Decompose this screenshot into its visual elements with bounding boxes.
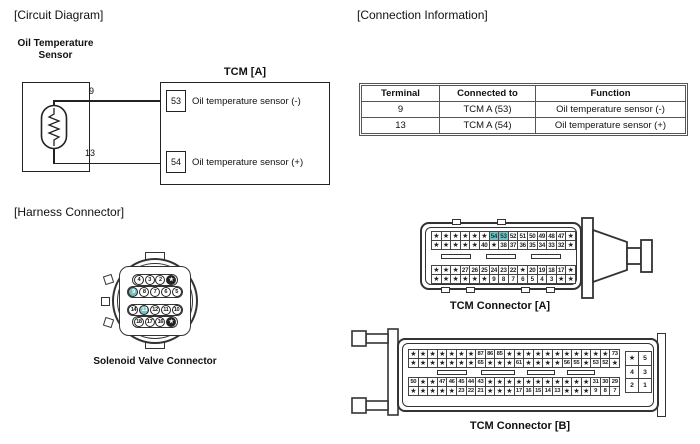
pin-5: 5	[527, 274, 538, 284]
pin-23: 23	[456, 386, 467, 396]
pin-65: 65	[475, 358, 486, 368]
pin-star-icon: ★	[427, 358, 438, 368]
pin-star-icon: ★	[565, 240, 576, 250]
connector-tab	[103, 317, 114, 328]
connector-notch	[521, 287, 530, 293]
pin-37: 37	[508, 240, 519, 250]
pin-44: 44	[466, 377, 477, 387]
pin-star-icon: ★	[494, 377, 505, 387]
connector-b-pin-grid-bottom	[408, 377, 619, 395]
pin-star-icon: ★	[166, 275, 176, 285]
pin-star-icon: ★	[590, 349, 601, 359]
pin-star-icon: ★	[565, 274, 576, 284]
connector-a-pin-grid-top	[431, 231, 575, 249]
col-header-connected-to: Connected to	[440, 86, 536, 102]
pin-star-icon: ★	[542, 377, 553, 387]
pin-51: 51	[517, 231, 528, 241]
connector-slot	[486, 254, 516, 259]
pin-3: 3	[145, 275, 155, 285]
connector-a-pin-grid-bottom	[431, 265, 575, 283]
pin-star-icon: ★	[446, 349, 457, 359]
pin-61: 61	[514, 358, 525, 368]
pin-26: 26	[469, 265, 480, 275]
pin-star-icon: ★	[479, 274, 490, 284]
solenoid-connector-label: Solenoid Valve Connector	[93, 356, 217, 367]
pin-star-icon: ★	[450, 265, 461, 275]
pin-star-icon: ★	[466, 349, 477, 359]
tcm-a-box-label: TCM [A]	[223, 66, 267, 78]
pin-16: 16	[155, 317, 165, 327]
pin-53-function-label: Oil temperature sensor (-)	[192, 96, 301, 107]
pin-star-icon: ★	[504, 358, 515, 368]
pin-54: 54	[489, 231, 500, 241]
pin-star-icon: ★	[437, 349, 448, 359]
pin-7: 7	[609, 386, 620, 396]
pin-43: 43	[475, 377, 486, 387]
circuit-section-title: [Circuit Diagram]	[14, 8, 104, 22]
pin-15: 15	[533, 386, 544, 396]
table-row	[362, 118, 686, 134]
pin-star-icon: ★	[437, 386, 448, 396]
connector-tab	[101, 297, 110, 306]
pin-50: 50	[408, 377, 419, 387]
pin-14: 14	[542, 386, 553, 396]
pin-star-icon: ★	[581, 386, 592, 396]
tcm-connector-a-label: TCM Connector [A]	[449, 300, 551, 312]
connector-slot	[567, 370, 595, 375]
pin-row	[127, 286, 183, 298]
pin-star-icon: ★	[533, 377, 544, 387]
pin-star-icon: ★	[485, 377, 496, 387]
pin-17: 17	[145, 317, 155, 327]
solenoid-pin-grid	[119, 266, 191, 336]
connector-slot	[531, 254, 561, 259]
pin-12: 12	[150, 305, 160, 315]
pin-27: 27	[460, 265, 471, 275]
connector-slot	[441, 254, 471, 259]
pin-4: 4	[625, 365, 639, 380]
pin-star-icon: ★	[469, 240, 480, 250]
col-header-function: Function	[536, 86, 686, 102]
pin-star-icon: ★	[504, 386, 515, 396]
pin-52: 52	[508, 231, 519, 241]
pin-star-icon: ★	[514, 377, 525, 387]
pin-star-icon: ★	[562, 386, 573, 396]
connector-tab	[103, 274, 114, 285]
pin-56: 56	[562, 358, 573, 368]
pin-9: 9	[128, 287, 138, 297]
pin-star-icon: ★	[625, 351, 639, 366]
pin-star-icon: ★	[469, 231, 480, 241]
pin-star-icon: ★	[562, 377, 573, 387]
pin-row	[625, 351, 651, 366]
pin-star-icon: ★	[441, 265, 452, 275]
pin-row	[431, 274, 575, 284]
pin-9: 9	[590, 386, 601, 396]
pin-47: 47	[437, 377, 448, 387]
pin-87: 87	[475, 349, 486, 359]
pin-45: 45	[456, 377, 467, 387]
pin-star-icon: ★	[542, 349, 553, 359]
cell-terminal: 9	[362, 102, 440, 118]
pin-16: 16	[523, 386, 534, 396]
connector-notch	[546, 287, 555, 293]
pin-row	[408, 358, 619, 368]
connector-notch	[497, 219, 506, 225]
pin-9: 9	[489, 274, 500, 284]
pin-13: 13	[552, 386, 563, 396]
pin-54-function-label: Oil temperature sensor (+)	[192, 157, 304, 168]
pin-23: 23	[498, 265, 509, 275]
pin-20: 20	[527, 265, 538, 275]
pin-star-icon: ★	[571, 349, 582, 359]
pin-star-icon: ★	[581, 377, 592, 387]
pin-star-icon: ★	[523, 349, 534, 359]
pin-star-icon: ★	[437, 358, 448, 368]
pin-36: 36	[517, 240, 528, 250]
pin-star-icon: ★	[460, 231, 471, 241]
pin-35: 35	[527, 240, 538, 250]
pin-85: 85	[494, 349, 505, 359]
pin-star-icon: ★	[418, 349, 429, 359]
pin-7: 7	[508, 274, 519, 284]
pin-18: 18	[134, 317, 144, 327]
connector-b-pin-grid-top	[408, 349, 619, 367]
harness-section-title: [Harness Connector]	[14, 205, 125, 219]
pin-6: 6	[517, 274, 528, 284]
connector-slot	[481, 370, 515, 375]
pin-8: 8	[600, 386, 611, 396]
pin-star-icon: ★	[552, 377, 563, 387]
pin-star-icon: ★	[431, 240, 442, 250]
pin-star-icon: ★	[408, 386, 419, 396]
pin-row	[408, 386, 619, 396]
pin-19: 19	[537, 265, 548, 275]
pin-star-icon: ★	[489, 240, 500, 250]
pin-star-icon: ★	[456, 349, 467, 359]
pin-star-icon: ★	[427, 349, 438, 359]
pin-40: 40	[479, 240, 490, 250]
pin-star-icon: ★	[609, 358, 620, 368]
pin-star-icon: ★	[565, 231, 576, 241]
pin-3: 3	[546, 274, 557, 284]
pin-31: 31	[590, 377, 601, 387]
pin-star-icon: ★	[408, 349, 419, 359]
pin-star-icon: ★	[446, 358, 457, 368]
connector-notch	[452, 219, 461, 225]
pin-star-icon: ★	[571, 386, 582, 396]
pin-53: 53	[590, 358, 601, 368]
connection-section-title: [Connection Information]	[357, 8, 488, 22]
pin-star-icon: ★	[552, 358, 563, 368]
pin-34: 34	[537, 240, 548, 250]
pin-star-icon: ★	[418, 358, 429, 368]
pin-star-icon: ★	[556, 274, 567, 284]
pin-star-icon: ★	[581, 349, 592, 359]
col-header-terminal: Terminal	[362, 86, 440, 102]
pin-star-icon: ★	[504, 377, 515, 387]
pin-54-box: 54	[166, 151, 186, 173]
table-row	[362, 102, 686, 118]
pin-4: 4	[537, 274, 548, 284]
cell-terminal: 13	[362, 118, 440, 134]
pin-86: 86	[485, 349, 496, 359]
pin-25: 25	[479, 265, 490, 275]
pin-7: 7	[150, 287, 160, 297]
pin-50: 50	[527, 231, 538, 241]
connector-b-side-pin-grid	[625, 351, 651, 392]
table-header-row	[362, 86, 686, 102]
pin-32: 32	[556, 240, 567, 250]
pin-17: 17	[556, 265, 567, 275]
pin-star-icon: ★	[494, 358, 505, 368]
pin-21: 21	[475, 386, 486, 396]
connector-slot	[527, 370, 555, 375]
pin-star-icon: ★	[523, 358, 534, 368]
pin-star-icon: ★	[431, 274, 442, 284]
pin-star-icon: ★	[504, 349, 515, 359]
pin-star-icon: ★	[517, 265, 528, 275]
pin-row	[625, 378, 651, 393]
pin-row	[431, 240, 575, 250]
pin-11: 11	[161, 305, 171, 315]
pin-17: 17	[514, 386, 525, 396]
pin-star-icon: ★	[485, 386, 496, 396]
connector-notch	[466, 287, 475, 293]
pin-22: 22	[466, 386, 477, 396]
pin-star-icon: ★	[514, 349, 525, 359]
wire-segment	[53, 163, 167, 165]
pin-48: 48	[546, 231, 557, 241]
pin-star-icon: ★	[418, 386, 429, 396]
pin-53: 53	[498, 231, 509, 241]
pin-row	[625, 365, 651, 380]
pin-10: 10	[172, 305, 182, 315]
pin-73: 73	[609, 349, 620, 359]
pin-2: 2	[625, 378, 639, 393]
cell-function: Oil temperature sensor (+)	[536, 118, 686, 134]
pin-49: 49	[537, 231, 548, 241]
pin-5: 5	[638, 351, 652, 366]
wire-segment	[53, 100, 167, 102]
pin-star-icon: ★	[418, 377, 429, 387]
pin-29: 29	[609, 377, 620, 387]
pin-star-icon: ★	[469, 274, 480, 284]
pin-star-icon: ★	[533, 349, 544, 359]
pin-star-icon: ★	[427, 377, 438, 387]
pin-star-icon: ★	[441, 231, 452, 241]
pin-row	[132, 316, 177, 328]
pin-star-icon: ★	[166, 317, 176, 327]
pin-star-icon: ★	[485, 358, 496, 368]
pin-star-icon: ★	[479, 231, 490, 241]
pin-star-icon: ★	[494, 386, 505, 396]
pin-52: 52	[600, 358, 611, 368]
terminal-9-label: 9	[89, 86, 95, 96]
pin-star-icon: ★	[581, 358, 592, 368]
pin-star-icon: ★	[446, 386, 457, 396]
pin-star-icon: ★	[533, 358, 544, 368]
pin-30: 30	[600, 377, 611, 387]
pin-38: 38	[498, 240, 509, 250]
pin-47: 47	[556, 231, 567, 241]
pin-24: 24	[489, 265, 500, 275]
pin-row	[127, 304, 183, 316]
pin-3: 3	[638, 365, 652, 380]
pin-star-icon: ★	[450, 240, 461, 250]
pin-14: 14	[128, 305, 138, 315]
pin-star-icon: ★	[571, 377, 582, 387]
pin-star-icon: ★	[552, 349, 563, 359]
pin-star-icon: ★	[460, 240, 471, 250]
pin-5: 5	[172, 287, 182, 297]
pin-star-icon: ★	[427, 386, 438, 396]
oil-temperature-sensor-label: Oil Temperature Sensor	[17, 38, 94, 61]
pin-1: 1	[638, 378, 652, 393]
connector-a-side-housing	[575, 214, 665, 304]
cell-connected-to: TCM A (53)	[440, 102, 536, 118]
pin-53-box: 53	[166, 90, 186, 112]
pin-star-icon: ★	[600, 349, 611, 359]
pin-star-icon: ★	[431, 265, 442, 275]
pin-6: 6	[161, 287, 171, 297]
pin-star-icon: ★	[408, 358, 419, 368]
connector-b-side-housing	[340, 326, 402, 418]
pin-8: 8	[139, 287, 149, 297]
pin-star-icon: ★	[450, 231, 461, 241]
tcm-connector-b-label: TCM Connector [B]	[469, 420, 571, 432]
pin-star-icon: ★	[523, 377, 534, 387]
pin-33: 33	[546, 240, 557, 250]
pin-star-icon: ★	[562, 349, 573, 359]
connection-table	[359, 83, 688, 136]
pin-18: 18	[546, 265, 557, 275]
pin-star-icon: ★	[450, 274, 461, 284]
pin-13: 13	[139, 305, 149, 315]
pin-star-icon: ★	[431, 231, 442, 241]
pin-row	[132, 274, 177, 286]
connector-slot	[437, 370, 467, 375]
pin-star-icon: ★	[456, 358, 467, 368]
pin-55: 55	[571, 358, 582, 368]
pin-star-icon: ★	[565, 265, 576, 275]
pin-star-icon: ★	[441, 240, 452, 250]
cell-connected-to: TCM A (54)	[440, 118, 536, 134]
pin-2: 2	[155, 275, 165, 285]
terminal-13-label: 13	[85, 148, 96, 158]
pin-8: 8	[498, 274, 509, 284]
cell-function: Oil temperature sensor (-)	[536, 102, 686, 118]
pin-46: 46	[446, 377, 457, 387]
connector-notch	[441, 287, 450, 293]
pin-22: 22	[508, 265, 519, 275]
pin-star-icon: ★	[460, 274, 471, 284]
pin-star-icon: ★	[542, 358, 553, 368]
pin-4: 4	[134, 275, 144, 285]
pin-star-icon: ★	[441, 274, 452, 284]
thermistor-symbol-icon	[40, 104, 68, 150]
pin-star-icon: ★	[466, 358, 477, 368]
